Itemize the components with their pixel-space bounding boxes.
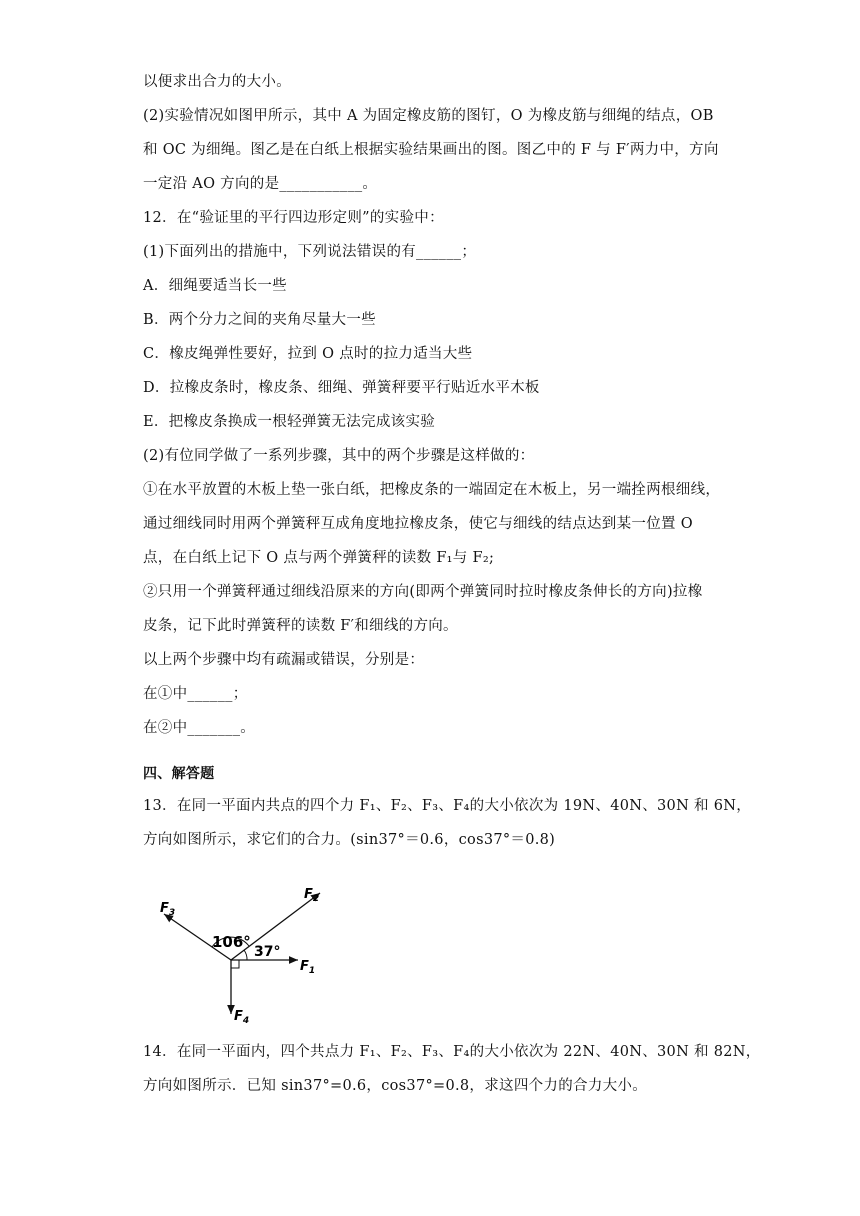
angle-106-label: 106° [212, 933, 251, 951]
option-c: C．橡皮绳弹性要好，拉到 O 点时的拉力适当大些 [143, 346, 473, 362]
blank-2: 在②中_______。 [143, 720, 256, 736]
blank-1: 在①中______； [143, 686, 248, 702]
angle-37-label: 37° [254, 944, 281, 960]
question-12-title: 12．在“验证里的平行四边形定则”的实验中： [143, 210, 444, 226]
text-line: 以上两个步骤中均有疏漏或错误，分别是： [143, 652, 425, 668]
question-14-line: 方向如图所示．已知 sin37°=0.6，cos37°=0.8，求这四个力的合力大小。 [143, 1078, 648, 1094]
f1-label: $F_1$ [300, 959, 316, 976]
step-2-line: ②只用一个弹簧秤通过细线沿原来的方向(即两个弹簧同时拉时橡皮条伸长的方向)拉橡 [143, 584, 703, 600]
question-14-line: 14．在同一平面内，四个共点力 F₁、F₂、F₃、F₄的大小依次为 22N、40N、30N 和 82N， [143, 1044, 761, 1060]
right-angle-mark [231, 960, 239, 968]
text-line: (2)有位同学做了一系列步骤，其中的两个步骤是这样做的： [143, 448, 535, 464]
option-a: A．细绳要适当长一些 [143, 278, 287, 294]
force-diagram [150, 878, 330, 1028]
text-line: (1)下面列出的措施中，下列说法错误的有______； [143, 244, 477, 260]
option-b: B．两个分力之间的夹角尽量大一些 [143, 312, 376, 328]
f3-label: $F_3$ [160, 901, 176, 918]
step-2-line: 皮条，记下此时弹簧秤的读数 F′和细线的方向。 [143, 618, 458, 634]
text-line: 一定沿 AO 方向的是___________。 [143, 176, 378, 192]
question-13-line: 方向如图所示，求它们的合力。(sin37°＝0.6，cos37°＝0.8) [143, 832, 556, 848]
f4-label: $F_4$ [234, 1009, 250, 1026]
section-heading: 四、解答题 [143, 766, 215, 782]
question-13-line: 13．在同一平面内共点的四个力 F₁、F₂、F₃、F₄的大小依次为 19N、40N、30N 和 6N， [143, 798, 752, 814]
f2-label: $F_2$ [304, 887, 320, 904]
angle-37-arc [244, 950, 247, 960]
option-e: E．把橡皮条换成一根轻弹簧无法完成该实验 [143, 414, 436, 430]
text-line: 和 OC 为细绳。图乙是在白纸上根据实验结果画出的图。图乙中的 F 与 F′两力中，方向 [143, 142, 719, 158]
option-d: D．拉橡皮条时，橡皮条、细绳、弹簧秤要平行贴近水平木板 [143, 380, 540, 396]
step-1-line: ①在水平放置的木板上垫一张白纸，把橡皮条的一端固定在木板上，另一端拴两根细线， [143, 482, 721, 498]
step-1-line: 点，在白纸上记下 O 点与两个弹簧秤的读数 F₁与 F₂; [143, 550, 495, 566]
text-line: 以便求出合力的大小。 [143, 74, 291, 90]
text-line: (2)实验情况如图甲所示，其中 A 为固定橡皮筋的图钉，O 为橡皮筋与细绳的结点，OB [143, 108, 714, 124]
step-1-line: 通过细线同时用两个弹簧秤互成角度地拉橡皮条，使它与细线的结点达到某一位置 O [143, 516, 693, 532]
